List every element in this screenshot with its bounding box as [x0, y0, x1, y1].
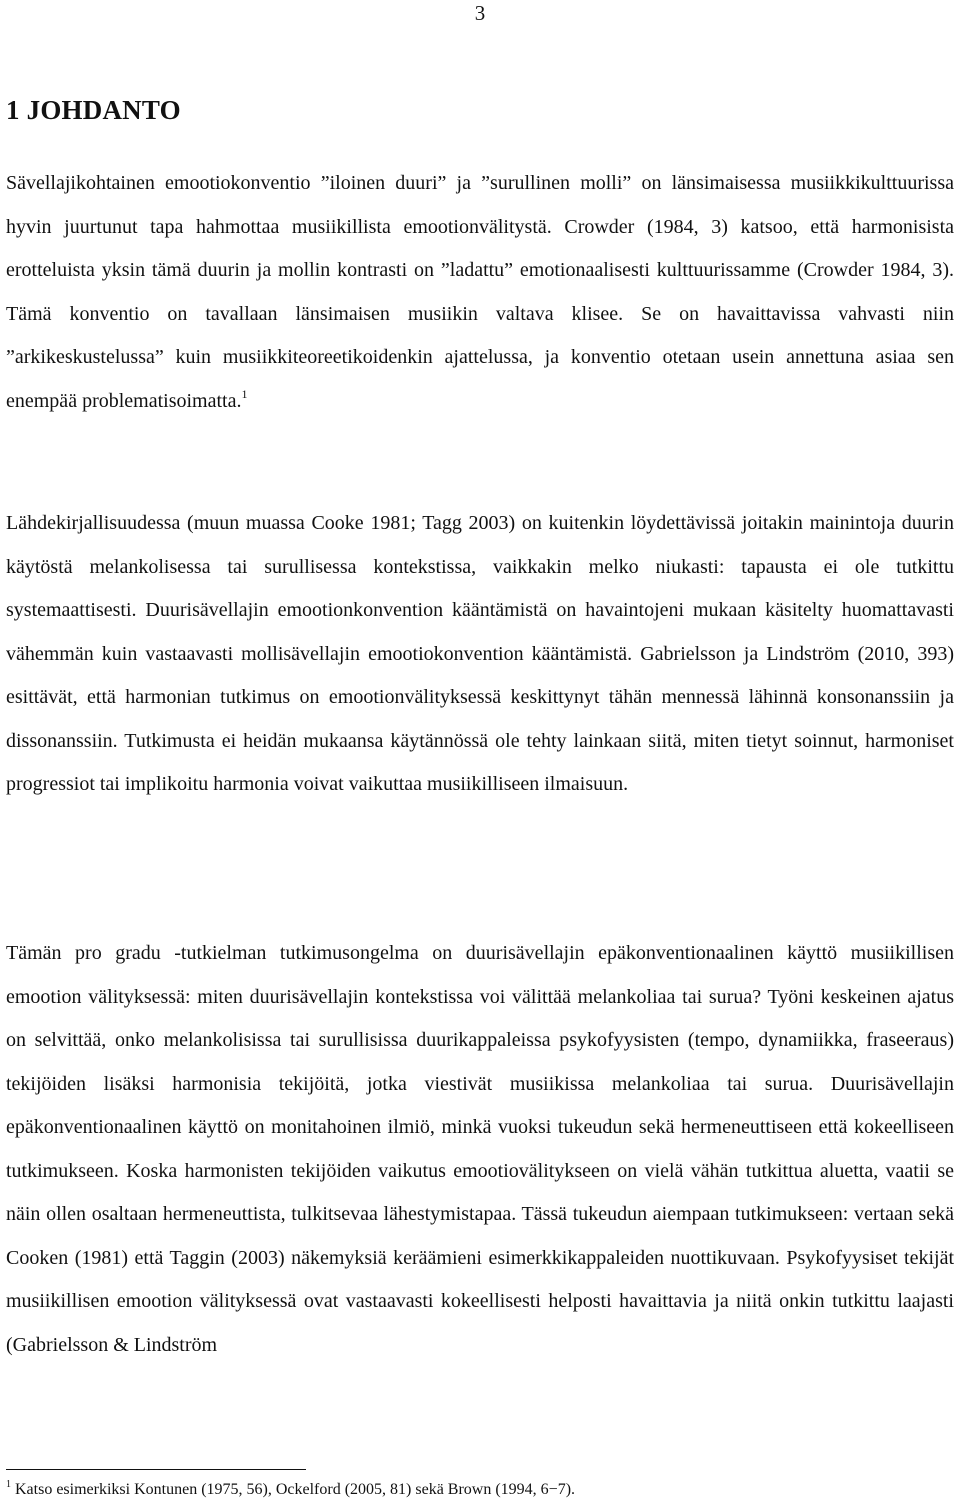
paragraph-1 — [6, 162, 954, 423]
footnote-text: Katso esimerkiksi Kontunen (1975, 56), Ockelford (2005, 81) sekä Brown (1994, 6−7). — [11, 1481, 576, 1498]
footnote-divider — [6, 1469, 306, 1470]
page-number: 3 — [474, 1, 486, 25]
paragraph-3: Tämän pro gradu -tutkielman tutkimusongelma on duurisävellajin epäkonventionaalinen käyttö musiikillisen emootion välityksessä: miten duurisävellajin kontekstissa voi välittää melankoliaa tai surua? Työni keskeinen ajatus on selvittää, onko melankolisissa tai surullisissa duurikappaleissa psykofyysisten (tempo, dynamiikka, fraseeraus) tekijöiden lisäksi harmonisia tekijöitä, jotka viestivät musiikissa melankoliaa tai surua. Duurisävellajin epäkonventionaalinen käyttö on monitahoinen ilmiö, minkä vuoksi tukeudun sekä hermeneuttiseen että kokeelliseen tutkimukseen. Koska harmonisten tekijöiden vaikutus emootiovälitykseen on vielä vähän tutkittua aluetta, vaatii se näin ollen osaltaan hermeneuttista, tulkitsevaa lähestymistapaa. Tässä tukeudun aiempaan tutkimukseen: vertaan sekä Cooken (1981) että Taggin (2003) näkemyksiä keräämieni esimerkkikappaleiden nuottikuvaan. Psykofyysiset tekijät musiikillisen emootion välityksessä ovat vastaavasti kokeellisesti helposti havaittavia ja niitä onkin tutkittu laajasti (Gabrielsson & Lindström — [6, 942, 954, 1356]
footnote-reference[interactable]: 1 — [241, 386, 248, 401]
footnote — [6, 1479, 954, 1501]
footnote-mark: 1 — [6, 1479, 11, 1490]
paragraph-2: Lähdekirjallisuudessa (muun muassa Cooke 1981; Tagg 2003) on kuitenkin löydettävissä joitakin mainintoja duurin käytöstä melankolisessa tai surullisessa kontekstissa, vaikkakin melko niukasti: tapausta ei ole tutkittu systemaattisesti. Duurisävellajin emootionkonvention kääntämistä on havaintojeni mukaan käsitelty huomattavasti vähemmän kuin vastaavasti mollisävellajin emootiokonvention kääntämistä. Gabrielsson ja Lindström (2010, 393) esittävät, että harmonian tutkimus on emootionvälityksessä keskittynyt tähän mennessä lähinnä konsonanssiin ja dissonanssiin. Tutkimusta ei heidän mukaansa käytännössä ole tehty lainkaan siitä, miten tietyt soinnut, harmoniset progressiot tai implikoitu harmonia voivat vaikuttaa musiikilliseen ilmaisuun. — [6, 512, 954, 795]
chapter-heading: 1 JOHDANTO — [6, 95, 181, 125]
paragraph-1-text: Sävellajikohtainen emootiokonventio ”iloinen duuri” ja ”surullinen molli” on länsimaisessa musiikkikulttuurissa hyvin juurtunut tapa hahmottaa musiikillista emootionvälitystä. Crowder (1984, 3) katsoo, että harmonisista erotteluista yksin tämä duurin ja mollin kontrasti on ”ladattu” emotionaalisesti kulttuurissamme (Crowder 1984, 3). Tämä konventio on tavallaan länsimaisen musiikin valtava klisee. Se on havaittavissa vahvasti niin ”arkikeskustelussa” kuin musiikkiteoreetikoidenkin ajattelussa, ja konventio otetaan usein annettuna asiaa sen enempää problematisoimatta. — [6, 172, 954, 412]
